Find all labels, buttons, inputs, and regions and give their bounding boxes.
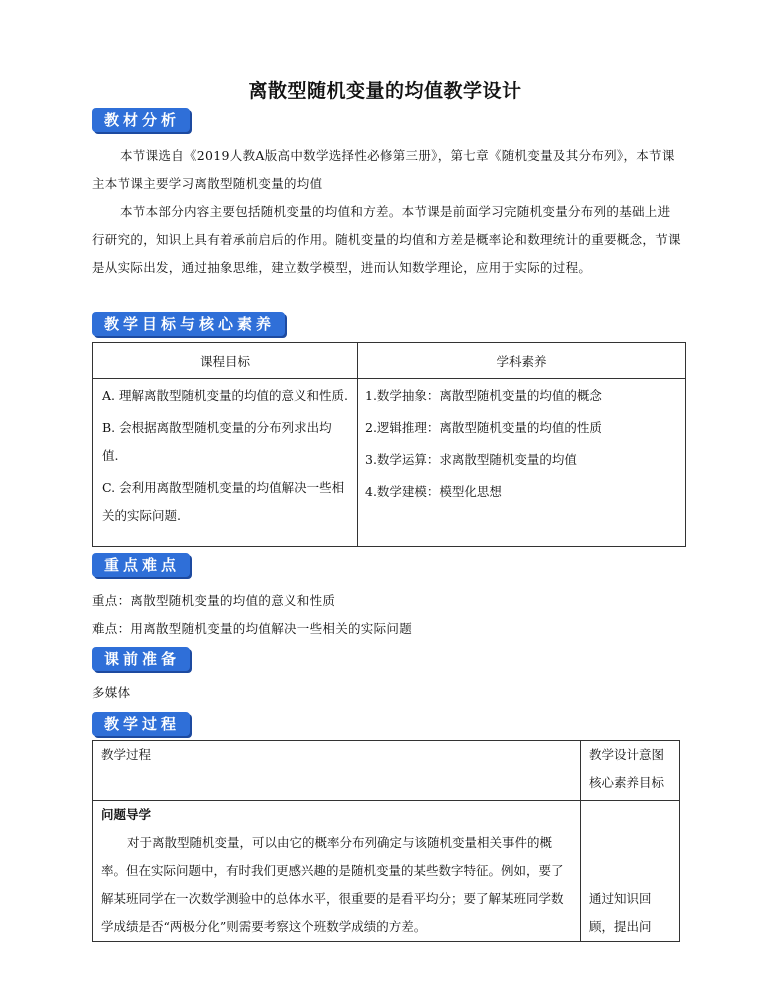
section-badge-textbook-analysis: 教材分析 — [92, 108, 190, 132]
preparation-text: 多媒体 — [92, 685, 131, 700]
section-badge-goals-literacy: 教学目标与核心素养 — [92, 312, 285, 336]
process-intent-cell — [581, 801, 680, 942]
literacy-item-2: 2.逻辑推理：离散型随机变量的均值的性质 — [365, 420, 602, 435]
analysis-paragraph-2: 本节本部分内容主要包括随机变量的均值和方差。本节课是前面学习完随机变量分布列的基础上进行研究的，知识上具有着承前启后的作用。随机变量的均值和方差是概率论和数理统计的重要概念，节课是从实际出发，通过抽象思维，建立数学模型，进而认知数学理论，应用于实际的过程。 — [92, 204, 681, 275]
course-goal-c: C. 会利用离散型随机变量的均值解决一些相关的实际问题. — [102, 480, 345, 523]
analysis-paragraph-1: 本节课选自《2019人教A版高中数学选择性必修第三册》，第七章《随机变量及其分布列》，本节课主本节课主要学习离散型随机变量的均值 — [92, 148, 675, 191]
goals-table-header — [93, 343, 686, 379]
process-header-literacy: 核心素养目标 — [589, 775, 665, 790]
course-goals-cell — [93, 379, 358, 547]
course-goal-a: A. 理解离散型随机变量的均值的意义和性质. — [102, 388, 348, 403]
process-content-cell — [93, 801, 581, 942]
process-table — [92, 740, 680, 942]
difficult-point-line: 难点：用离散型随机变量的均值解决一些相关的实际问题 — [92, 621, 413, 636]
goals-header-course: 课程目标 — [93, 343, 358, 379]
section-badge-preparation: 课前准备 — [92, 647, 190, 671]
process-header-intent: 教学设计意图 — [589, 747, 665, 762]
process-subtitle: 问题导学 — [101, 807, 152, 822]
process-header-left: 教学过程 — [93, 741, 581, 801]
goals-table — [92, 342, 686, 547]
section-badge-key-points: 重点难点 — [92, 553, 190, 577]
document-title: 离散型随机变量的均值教学设计 — [248, 80, 522, 102]
key-point-line: 重点：离散型随机变量的均值的意义和性质 — [92, 593, 336, 608]
section-badge-teaching-process: 教学过程 — [92, 712, 190, 736]
process-intent-text: 通过知识回顾，提出问 — [589, 891, 652, 934]
literacy-cell — [358, 379, 686, 547]
literacy-item-3: 3.数学运算：求离散型随机变量的均值 — [365, 452, 577, 467]
process-table-header — [93, 741, 680, 801]
goals-table-body — [93, 379, 686, 547]
literacy-item-1: 1.数学抽象：离散型随机变量的均值的概念 — [365, 388, 602, 403]
literacy-item-4: 4.数学建模：模型化思想 — [365, 484, 502, 499]
goals-header-literacy: 学科素养 — [358, 343, 686, 379]
process-header-right — [581, 741, 680, 801]
process-body-text: 对于离散型随机变量，可以由它的概率分布列确定与该随机变量相关事件的概率。但在实际问题中，有时我们更感兴趣的是随机变量的某些数字特征。例如，要了解某班同学在一次数学测验中的总体水平，很重要的是看平均分；要了解某班同学数学成绩是否“两极分化”则需要考察这个班数学成绩的方差。 — [101, 835, 564, 934]
process-table-row — [93, 801, 680, 942]
course-goal-b: B. 会根据离散型随机变量的分布列求出均值. — [102, 420, 332, 463]
